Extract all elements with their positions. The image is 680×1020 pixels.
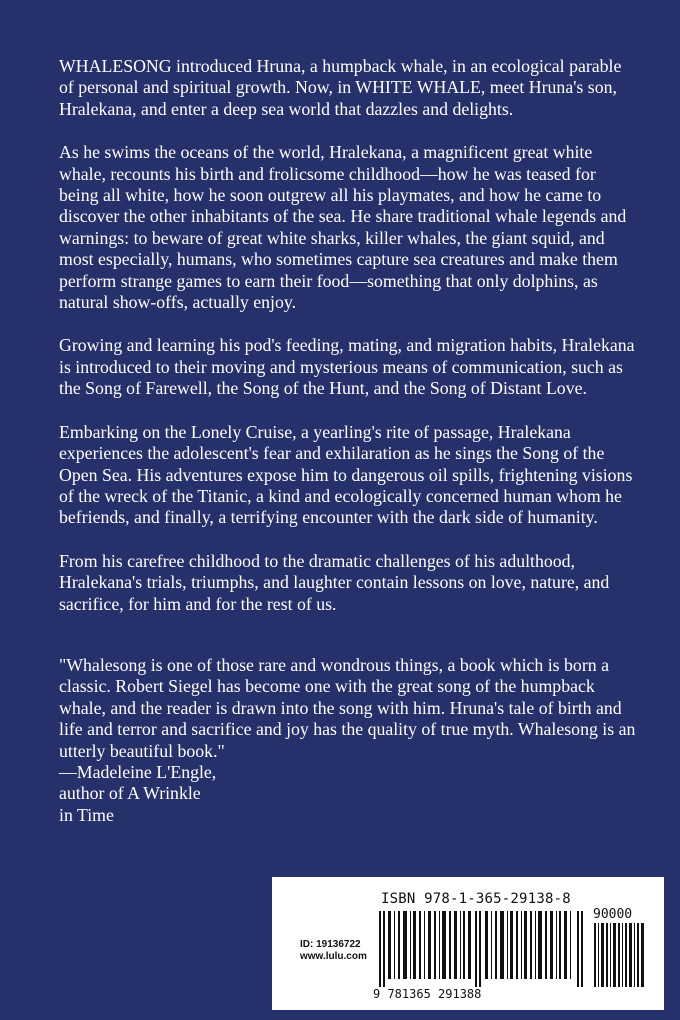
isbn-label: ISBN 978-1-365-29138-8 xyxy=(381,891,571,907)
description-paragraph-5: From his carefree childhood to the dramatic challenges of his adulthood, Hralekana's trials, triumphs, and laughter contain lessons on love, nature, and sacrifice, for him and for the rest of us. xyxy=(59,550,610,614)
description-paragraph-1: WHALESONG introduced Hruna, a humpback whale, in an ecological parable of personal and spiritual growth. Now, in WHITE WHALE, meet Hruna's son, Hralekana, and enter a deep sea world that dazzles and delights. xyxy=(59,56,622,119)
website-label: www.lulu.com xyxy=(300,951,367,962)
isbn-barcode-panel xyxy=(272,877,664,1010)
quote-attribution-line-3: in Time xyxy=(59,804,114,825)
quote-text: "Whalesong is one of those rare and wondrous things, a book which is born a classic. Robert Siegel has become one with the great song of the humpback whale, and the reader is drawn into the song with him. Hruna's tale of birth and life and terror and sacrifice and joy has the quality of true myth. Whalesong is an utterly beautiful book." xyxy=(59,654,636,761)
main-barcode-image xyxy=(377,911,585,987)
description-paragraph-3: Growing and learning his pod's feeding, mating, and migration habits, Hralekana is introduced to their moving and mysterious means of communication, such as the Song of Farewell, the Song of the Hunt, and the Song of Distant Love. xyxy=(59,335,635,399)
book-description xyxy=(59,56,639,615)
description-paragraph-2: As he swims the oceans of the world, Hralekana, a magnificent great white whale, recounts his birth and frolicsome childhood—how he was teased for being all white, how he soon outgrew all his playmates, and how he came to discover the other inhabitants of the sea. He share traditional whale legends and warnings: to beware of great white sharks, killer whales, the giant squid, and most especially, humans, who sometimes capture sea creatures and make them perform strange games to earn their food—something that only dolphins, as natural show-offs, actually enjoy. xyxy=(59,142,627,313)
quote-attribution-line-1: —Madeleine L'Engle, xyxy=(59,761,217,782)
price-code: 90000 xyxy=(593,907,633,922)
description-paragraph-4: Embarking on the Lonely Cruise, a yearling's rite of passage, Hralekana experiences the adolescent's fear and exhilaration as he sings the Song of the Open Sea. His adventures expose him to dangerous oil spills, frightening visions of the wreck of the Titanic, a kind and ecologically concerned human whom he befriends, and finally, a terrifying encounter with the dark side of humanity. xyxy=(59,421,633,528)
back-cover-content xyxy=(59,56,639,826)
review-quote xyxy=(59,655,639,826)
product-id: ID: 19136722 xyxy=(300,939,361,950)
quote-attribution-line-2: author of A Wrinkle xyxy=(59,783,201,804)
lulu-id-block xyxy=(300,939,367,963)
price-addon-barcode-image xyxy=(593,923,647,987)
barcode-digits: 9 781365 291388 xyxy=(373,987,482,1001)
